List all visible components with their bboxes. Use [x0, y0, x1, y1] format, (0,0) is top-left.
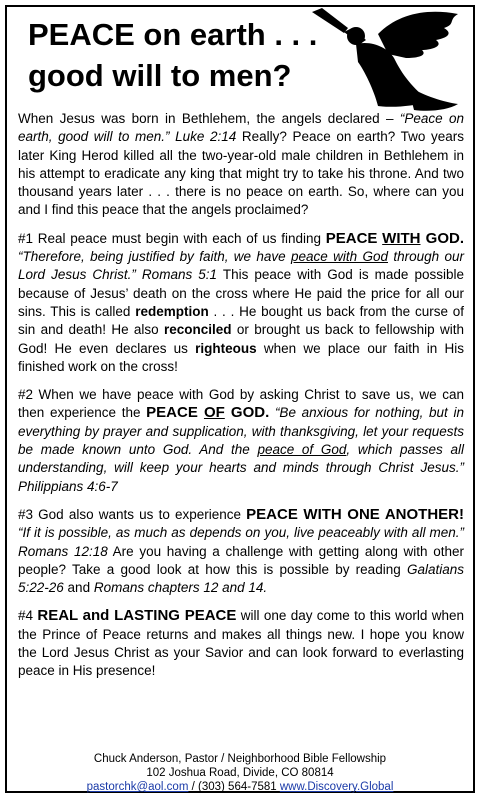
- pastor-line: Chuck Anderson, Pastor / Neighborhood Bible Fellowship: [93, 753, 387, 765]
- luke-quote: “Peace on earth, good will to men.” Luke 2:14: [18, 111, 464, 145]
- point-2: [18, 386, 464, 496]
- peace-with-one-another: PEACE WITH ONE ANOTHER!: [246, 505, 464, 523]
- galatians-ref: Galatians 5:22-26: [18, 561, 464, 596]
- point-4-text: will one day come to this world when the Prince of Peace returns and makes all things new. I hope you know the Lord Jesus Christ as your Savior and can look forward to everlasting peace in His presence!: [18, 608, 464, 679]
- contact-line: [10, 780, 470, 794]
- romans-quote-a: “Therefore, being justified by faith, we have: [18, 249, 292, 265]
- contact-footer: [10, 752, 470, 794]
- point-4: [18, 607, 464, 680]
- email-link[interactable]: pastorchk@aol.com: [86, 781, 189, 793]
- reconciled-term: reconciled: [164, 322, 232, 338]
- redemption-term: redemption: [135, 303, 209, 319]
- god-emphasis: GOD.: [420, 229, 464, 247]
- point-2-lead: #2 When we have peace with God by asking Christ to save us, we can then experience the: [18, 387, 464, 421]
- title-line-1: PEACE on earth . . .: [28, 17, 318, 52]
- intro-paragraph: [18, 110, 464, 220]
- point-3-and: and: [63, 580, 94, 596]
- point-1-text-4: when we place our faith in His finished work on the cross!: [18, 340, 465, 374]
- with-emphasis: WITH: [382, 229, 421, 247]
- philippians-quote-underline: peace of God: [257, 442, 347, 458]
- point-3: [18, 506, 464, 597]
- of-emphasis: OF: [203, 404, 225, 422]
- point-1-lead: #1 Real peace must begin with each of us finding: [18, 230, 326, 246]
- point-1: [18, 230, 464, 376]
- peace-emphasis: PEACE: [325, 229, 378, 247]
- phone-text: / (303) 564-7581: [188, 781, 280, 793]
- romans-ref: Romans chapters 12 and 14.: [93, 580, 268, 596]
- point-1-text: This peace with God is made possible because of Jesus’ death on the cross where He paid the price for all our sins. This is called: [18, 267, 465, 319]
- website-link[interactable]: www.Discovery.Global: [279, 781, 394, 793]
- intro-text-2: Really? Peace on earth? Two years later King Herod killed all the two-year-old male children in Bethlehem in his attempt to eradicate any king that might try to take his throne. And two thousand years later . . . there is no peace on earth. So, where can you and I find this peace that the angels proclaimed?: [18, 129, 464, 218]
- point-3-lead: #3 God also wants us to experience: [18, 506, 247, 522]
- romans-12-quote: “If it is possible, as much as depends on you, live peaceably with all men.” Romans 12:18: [18, 525, 464, 559]
- point-1-text-3: or brought us back to fellowship with God! He even declares us: [18, 322, 464, 356]
- point-3-text: Are you having a challenge with getting along with other people? Take a good look at how this is possible by reading: [18, 543, 464, 577]
- philippians-quote-a: “Be anxious for nothing, but in everything by prayer and supplication, with thanksgiving, let your requests be made known unto God. And the: [18, 405, 464, 458]
- peace-emphasis-2: PEACE: [146, 404, 204, 422]
- god-emphasis-2: GOD.: [224, 404, 270, 422]
- romans-quote-underline: peace with God: [291, 249, 388, 265]
- point-4-lead: #4: [18, 608, 38, 624]
- point-1-text-2: . . . He bought us back from the curse of sin and death! He also: [18, 303, 465, 338]
- real-lasting-peace: REAL and LASTING PEACE: [37, 607, 237, 625]
- righteous-term: righteous: [195, 340, 257, 356]
- tract-body: [18, 110, 464, 691]
- intro-text: When Jesus was born in Bethlehem, the angels declared –: [18, 111, 400, 126]
- angel-trumpet-icon: [308, 6, 468, 116]
- address-line: 102 Joshua Road, Divide, CO 80814: [146, 767, 334, 779]
- romans-quote-b: through our Lord Jesus Christ.” Romans 5:1: [18, 249, 464, 283]
- title-line-2: good will to men?: [28, 58, 292, 93]
- philippians-quote-b: , which passes all understanding, will keep your hearts and minds through Christ Jesus.” Philippians 4:6-7: [18, 442, 464, 494]
